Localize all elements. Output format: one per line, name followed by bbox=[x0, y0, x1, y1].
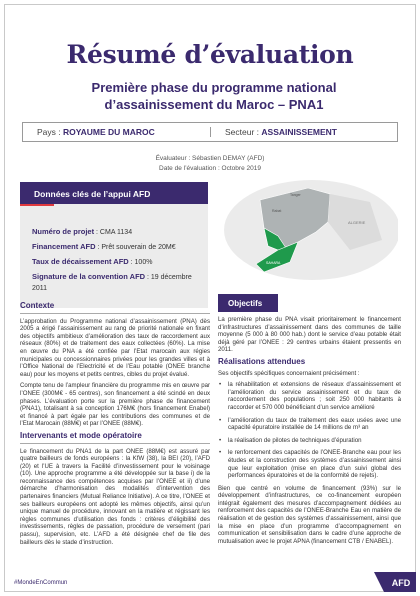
map-label-2: Rabat bbox=[272, 209, 282, 213]
signature-row bbox=[32, 271, 202, 294]
objective-item: • l’amélioration du taux de traitement des eaux usées avec une capacité épuratoire installée de 14 millions de m³ an bbox=[218, 417, 401, 432]
evaluation-info bbox=[0, 154, 420, 174]
project-number-value: : CMA 1134 bbox=[94, 229, 133, 236]
evaluator: Évaluateur : Sébastien DEMAY (AFD) bbox=[155, 155, 265, 162]
footer-hashtag: #MondeEnCommun bbox=[14, 580, 68, 586]
key-data-list bbox=[32, 226, 202, 297]
map-label-3: ALGERIE bbox=[348, 220, 366, 225]
project-number-row bbox=[32, 226, 202, 238]
financing-label: Financement AFD bbox=[32, 242, 96, 251]
disbursement-value: : 100% bbox=[128, 259, 153, 266]
objective-item: • la réalisation de pilotes de techniques d’épuration bbox=[218, 437, 401, 445]
country-label: Pays : bbox=[37, 127, 63, 137]
afd-logo-text: AFD bbox=[391, 578, 411, 588]
page-title: Résumé d’évaluation bbox=[66, 40, 354, 69]
objectives-paragraph-1: La première phase du PNA visait prioritairement le financement d’infrastructures d’assainissement dans des communes de taille moyenne (5 000 à 80 000 hab.) dont le service d’eau potable était déjà géré par l’ONEE : 29 centres urbains étaient pressentis en 2011. bbox=[218, 316, 401, 354]
map-label-4: SAHARA bbox=[266, 261, 281, 265]
evaluation-date: Date de l’évaluation : Octobre 2019 bbox=[159, 165, 261, 172]
results-heading: Réalisations attendues bbox=[218, 356, 306, 366]
objectives-paragraph-2: Ses objectifs spécifiques concernaient précisément : bbox=[218, 369, 360, 377]
objective-item: • le renforcement des capacités de l’ONEE-Branche eau pour les études et la construction des systèmes d’assainissement ainsi que leur exploitation (mise en place d’un suivi global des performances épuratoires et de la conformité de rejets). bbox=[218, 449, 401, 479]
context-paragraph-1: L’approbation du Programme national d’assainissement (PNA) dès 2005 a érigé l’assainissement au rang de priorité nationale en fixant des objectifs ambitieux d’amélioration des taux de raccordement aux réseaux (80%) et de traitement des eaux collectées (60%). La mise en œuvre du PNA a été confiée par l’Etat marocain aux régies municipales ou concessionnaires privées pour les grandes villes et à l’Office National de l’Electricité et de l’Eau potable (ONEE branche eau) pour les moyens et petits centres, cibles du projet évalué. bbox=[20, 317, 210, 378]
key-data-heading: Données clés de l’appui AFD bbox=[20, 182, 208, 204]
country-value: ROYAUME DU MAROC bbox=[62, 127, 155, 137]
objectives-list bbox=[218, 381, 401, 480]
actors-heading: Intervenants et mode opératoire bbox=[20, 432, 210, 444]
context-heading: Contexte bbox=[20, 302, 210, 314]
financing-row bbox=[32, 241, 202, 253]
map-label-1: Tanger bbox=[290, 193, 301, 197]
signature-label: Signature de la convention AFD bbox=[32, 272, 146, 281]
actors-paragraph: Le financement du PNA1 de la part ONEE (88M€) est assuré par quatre bailleurs de fonds européens : la KfW (38), la BEI (20), l’AFD (20) et l’UE à travers la Facilité d’investissement pour le voisinage (10). Une approche programme a été développée sur la base i) de la reconnaissance des compétences acquises par l’ONEE et ii) d’une démarche d’harmonisation des modalités d’intervention des partenaires financiers (Mutual Reliance Initiative). A ce titre, l’ONEE et ses bailleurs européens ont adopté les mêmes objectifs, ainsi qu’un unique manuel de procédure, innovant en la matière et régissant les règles communes d’utilisation des fonds : critères d’éligibilité des investissements, règles de passation, procédure de versement (pari passu), supervision, etc. L’AFD a été désignée chef de file des bailleurs dès le stade d’instruction. bbox=[20, 447, 210, 546]
disbursement-row bbox=[32, 256, 202, 268]
sector-label: Secteur : bbox=[225, 127, 262, 137]
sector-value: ASSAINISSEMENT bbox=[261, 127, 337, 137]
page-subtitle: Première phase du programme national d’assainissement du Maroc – PNA1 bbox=[91, 80, 337, 112]
objectives-heading: Objectifs bbox=[218, 294, 278, 312]
context-paragraph-2: Compte tenu de l’ampleur financière du programme mis en œuvre par l’ONEE (300M€ - 65 centres), son financement a été scindé en deux phases. L’évaluation porte sur la première phase de financement (PNA1), totalisant à sa conception 176M€ (hors financement Enabel) et financé à part égale par les contributions des communes et de l’Etat Marocain (88M€) et par l’ONEE (88M€). bbox=[20, 382, 210, 428]
country-cell bbox=[23, 127, 211, 137]
sector-cell bbox=[211, 127, 397, 137]
disbursement-label: Taux de décaissement AFD bbox=[32, 257, 129, 266]
project-number-label: Numéro de projet bbox=[32, 227, 95, 236]
left-column bbox=[20, 302, 210, 572]
signature-value: : 19 décembre 2011 bbox=[32, 274, 192, 292]
financing-value: : Prêt souverain de 20M€ bbox=[95, 244, 176, 251]
afd-logo bbox=[374, 572, 416, 592]
objectives-paragraph-3: Bien que centré en volume de financement (93%) sur le développement d’infrastructures, ce co-financement européen intégrait également des mesures d’accompagnement dédiées au renforcement des capacités de l’ONEE-Branche Eau en matière de réalisation et de gestion des systèmes d’assainissement, ainsi que la mise en place d’un programme d’accompagnement en communication et sensibilisation dans le cadre d’une approche de mutualisation avec le projet APNA (financement CTB / ENABEL). bbox=[218, 484, 401, 545]
right-column bbox=[218, 316, 401, 578]
morocco-map bbox=[220, 180, 398, 280]
objective-item: • la réhabilitation et extensions de réseaux d’assainissement et l’amélioration du service assainissement et du taux de raccordement des populations ; soit 250 000 habitants à raccorder et 570 000 bénéficiant d’un service amélioré bbox=[218, 381, 401, 411]
meta-box bbox=[22, 122, 398, 142]
